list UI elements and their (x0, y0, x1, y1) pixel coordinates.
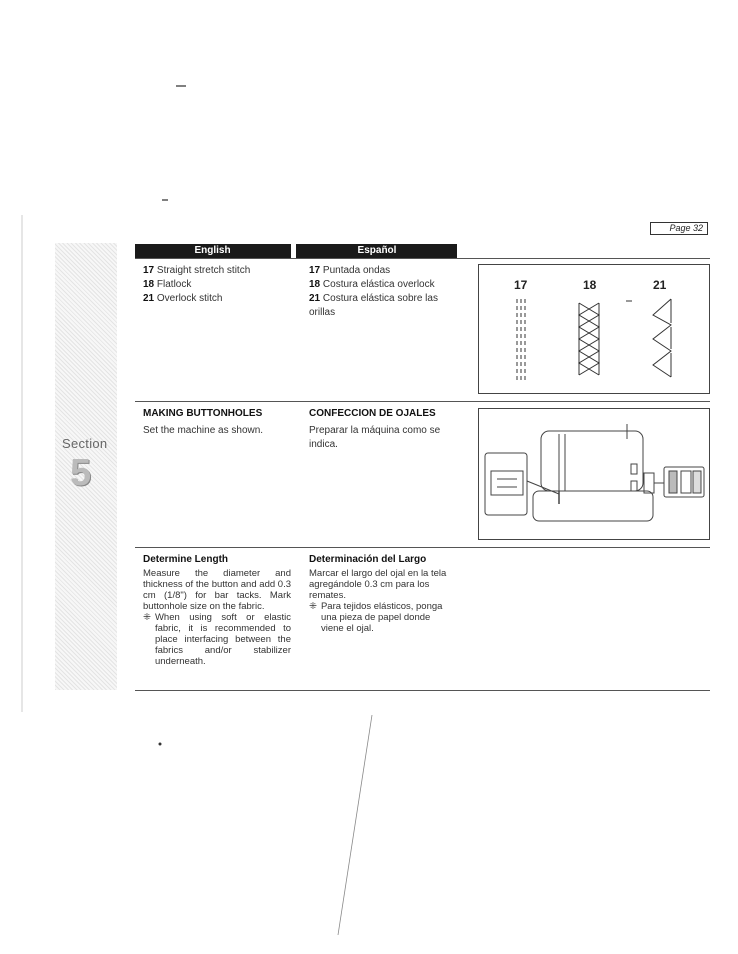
header-english: English (135, 244, 290, 258)
length-note-spanish: ⁜ Para tejidos elásticos, ponga una pieza de papel donde viene el ojal. (309, 601, 443, 634)
list-item: 18 Costura elástica overlock (309, 279, 435, 290)
buttonholes-text-spanish: Preparar la máquina como se indica. (309, 425, 441, 450)
stitch-number-21: 21 (653, 278, 667, 292)
stitch-number-18: 18 (583, 278, 597, 292)
note-symbol-icon: ⁜ (143, 612, 151, 623)
list-item: 21 Overlock stitch (143, 293, 223, 304)
section-number: 5 (70, 452, 92, 494)
note-symbol-icon: ⁜ (309, 601, 317, 612)
buttonholes-heading-english: MAKING BUTTONHOLES (143, 408, 263, 419)
list-item: 17 Puntada ondas (309, 265, 391, 276)
buttonholes-text-english: Set the machine as shown. (143, 425, 264, 436)
length-paragraph-spanish: Marcar el largo del ojal en la tela agregándole 0.3 cm para los remates. (309, 568, 447, 601)
list-item: 18 Flatlock (143, 279, 192, 290)
section-label: Section (62, 436, 108, 451)
list-item: 21 Costura elástica sobre las orillas (309, 293, 438, 318)
list-item: 17 Straight stretch stitch (143, 265, 251, 276)
length-note-english: ⁜ When using soft or elastic fabric, it is recommended to place interfacing between the fabrics and/or stabilizer underneath. (143, 612, 291, 667)
header-spanish: Español (297, 244, 457, 258)
stitch-number-17: 17 (514, 278, 528, 292)
buttonholes-heading-spanish: CONFECCION DE OJALES (309, 408, 436, 419)
length-heading-english: Determine Length (143, 554, 229, 565)
length-paragraph-english: Measure the diameter and thickness of the button and add 0.3 cm (1/8") for bar tacks. Mark buttonhole size on the fabric. (143, 568, 291, 612)
page-number: Page 32 (669, 223, 703, 233)
length-heading-spanish: Determinación del Largo (309, 554, 427, 565)
